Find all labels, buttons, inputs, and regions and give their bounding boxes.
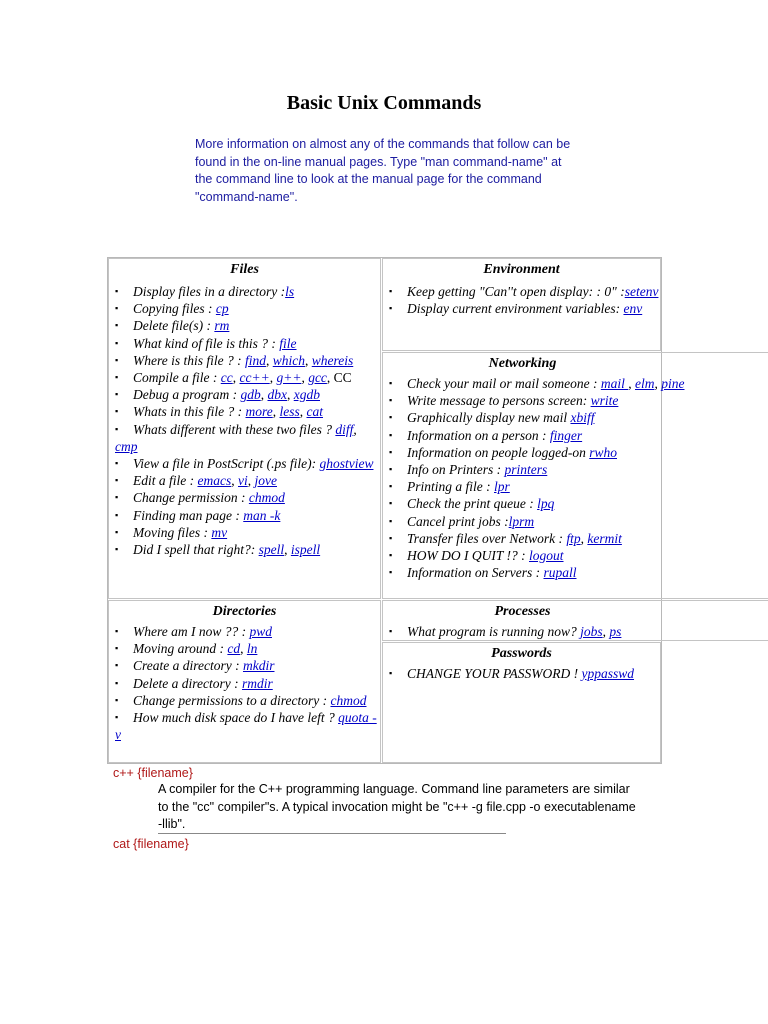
list-item: ▪ Transfer files over Network : ftp, kermit xyxy=(389,530,622,546)
item-label: Moving around : xyxy=(133,641,228,657)
item-label: Moving files : xyxy=(133,524,212,540)
list-item: ▪ Whats different with these two files ? diff, cmp xyxy=(115,421,357,454)
networking-header: Networking xyxy=(488,356,557,371)
bullet-icon: ▪ xyxy=(389,412,393,423)
item-label: Information on a person : xyxy=(407,427,550,443)
item-label: Delete a directory : xyxy=(133,675,242,691)
directories-list xyxy=(109,623,380,743)
bullet-icon: ▪ xyxy=(115,712,119,723)
list-item: ▪ Debug a program : gdb, dbx, xgdb xyxy=(115,387,320,403)
command-link[interactable]: mkdir xyxy=(242,658,275,674)
command-link[interactable]: xbiff xyxy=(570,410,595,426)
directories-cell xyxy=(108,600,381,763)
list-item xyxy=(383,513,768,530)
bullet-icon: ▪ xyxy=(389,429,393,440)
item-label: Graphically display new mail xyxy=(407,410,571,426)
bullet-icon: ▪ xyxy=(389,481,393,492)
command-link[interactable]: emacs xyxy=(197,473,232,489)
command-link[interactable]: spell xyxy=(258,542,285,558)
list-item xyxy=(383,564,768,581)
bullet-icon: ▪ xyxy=(115,320,119,331)
item-label: Write message to persons screen: xyxy=(407,393,591,409)
bullet-icon: ▪ xyxy=(389,498,393,509)
item-label: Compile a file : xyxy=(133,370,221,386)
passwords-cell xyxy=(382,642,661,763)
command-link[interactable]: chmod xyxy=(330,692,367,708)
command-link[interactable]: pwd xyxy=(249,624,272,639)
command-link[interactable]: lpr xyxy=(494,479,510,495)
list-item xyxy=(109,300,380,317)
list-item: ▪ Check your mail or mail someone : mail , elm, pine xyxy=(389,376,685,391)
command-link[interactable]: cc++ xyxy=(239,370,270,386)
command-link[interactable]: lprm xyxy=(508,513,535,529)
item-label: Info on Printers : xyxy=(407,462,505,478)
list-item xyxy=(383,283,660,300)
list-item: ▪ Edit a file : emacs, vi, jove xyxy=(115,473,277,489)
passwords-header: Passwords xyxy=(491,646,552,661)
command-link[interactable]: cc xyxy=(220,370,233,386)
bullet-icon: ▪ xyxy=(115,389,119,400)
list-item xyxy=(383,392,768,409)
list-item: ▪ Where is this file ? : find, which, whereis xyxy=(115,352,354,368)
list-item xyxy=(109,524,380,541)
bullet-icon: ▪ xyxy=(389,286,393,296)
bullet-icon: ▪ xyxy=(115,458,119,469)
bullet-icon: ▪ xyxy=(115,372,119,383)
bullet-icon: ▪ xyxy=(389,532,393,543)
bullet-icon: ▪ xyxy=(115,337,119,348)
command-link[interactable]: vi xyxy=(238,473,248,489)
list-item xyxy=(109,489,380,506)
files-list xyxy=(109,283,380,558)
item-label: Information on Servers : xyxy=(407,565,544,581)
bullet-icon: ▪ xyxy=(389,378,393,388)
list-item xyxy=(109,657,380,674)
item-label: Check your mail or mail someone : xyxy=(407,376,601,391)
command-link[interactable]: file xyxy=(279,335,297,351)
item-label: Whats different with these two files ? xyxy=(133,421,336,437)
item-label: Cancel print jobs : xyxy=(407,513,509,529)
passwords-list xyxy=(383,665,660,682)
list-item xyxy=(109,623,380,640)
list-item: ▪ What program is running now? jobs, ps xyxy=(389,624,622,639)
command-link[interactable]: jobs xyxy=(580,624,603,639)
list-item xyxy=(383,444,768,461)
command-link[interactable]: ls xyxy=(285,284,295,299)
list-item: ▪ Did I spell that right?: spell, ispell xyxy=(115,542,321,558)
list-item: ▪ Moving around : cd, ln xyxy=(115,641,258,657)
bullet-icon: ▪ xyxy=(389,668,393,678)
bullet-icon: ▪ xyxy=(115,354,119,365)
command-link[interactable]: setenv xyxy=(624,284,659,299)
item-label: Edit a file : xyxy=(133,473,198,489)
processes-list xyxy=(383,623,768,640)
command-link[interactable]: ps xyxy=(609,624,622,639)
item-label: Whats in this file ? : xyxy=(133,404,246,420)
command-link[interactable]: g++ xyxy=(276,370,302,386)
item-label: What kind of file is this ? : xyxy=(133,335,280,351)
list-item xyxy=(109,709,380,743)
definition-text: A compiler for the C++ programming language. Command line parameters are similar to the "cc" compiler"s. A typical invocation might be "c++ -g file.cpp -o executablename -llib". xyxy=(158,782,636,831)
list-item xyxy=(383,427,768,444)
item-label: HOW DO I QUIT !? : xyxy=(407,548,529,564)
item-label: View a file in PostScript (.ps file): xyxy=(133,456,320,472)
item-label: Where am I now ?? : xyxy=(133,624,250,639)
list-item: ▪ Compile a file : cc, cc++, g++, gcc, CC xyxy=(115,370,352,386)
command-link[interactable]: elm xyxy=(634,376,655,391)
list-item xyxy=(109,335,380,352)
item-label: CHANGE YOUR PASSWORD ! xyxy=(407,666,582,681)
networking-list xyxy=(383,375,768,581)
list-item xyxy=(109,507,380,524)
bullet-icon: ▪ xyxy=(115,303,119,314)
bullet-icon: ▪ xyxy=(115,526,119,537)
command-link[interactable]: chmod xyxy=(248,490,285,506)
list-item xyxy=(109,455,380,472)
definition-term: cat {filename} xyxy=(113,837,189,851)
bullet-icon: ▪ xyxy=(389,446,393,457)
command-link[interactable]: rupall xyxy=(543,565,577,581)
list-item xyxy=(383,461,768,478)
environment-header: Environment xyxy=(483,262,560,277)
item-label: Where is this file ? : xyxy=(133,352,245,368)
command-link[interactable]: dbx xyxy=(267,387,287,403)
item-label: Create a directory : xyxy=(133,658,243,674)
command-link[interactable]: rm xyxy=(214,318,230,334)
item-label: Keep getting "Can''t open display: : 0" : xyxy=(407,284,625,299)
processes-header: Processes xyxy=(494,604,551,619)
definition-cat xyxy=(113,837,643,851)
command-link[interactable]: write xyxy=(590,393,619,409)
item-label: How much disk space do I have left ? xyxy=(133,710,339,726)
list-item: ▪ Whats in this file ? : more, less, cat xyxy=(115,404,323,420)
bullet-icon: ▪ xyxy=(389,515,393,526)
command-link[interactable]: xgdb xyxy=(293,387,320,403)
command-link[interactable]: gcc xyxy=(308,370,327,386)
command-link[interactable]: finger xyxy=(549,427,583,443)
item-label: Transfer files over Network : xyxy=(407,530,567,546)
command-link[interactable]: find xyxy=(244,352,266,368)
command-link[interactable]: jove xyxy=(254,473,277,489)
intro-paragraph: More information on almost any of the commands that follow can be found in the on-line manual pages. Type "man command-name" at the command line to look at the manual page for the command "command-name". xyxy=(195,137,571,204)
files-cell xyxy=(108,258,381,599)
definition-c++ xyxy=(113,766,643,834)
command-link[interactable]: cp xyxy=(215,301,229,317)
command-link[interactable]: diff xyxy=(335,421,354,437)
bullet-icon: ▪ xyxy=(115,677,119,688)
bullet-icon: ▪ xyxy=(115,694,119,705)
command-link[interactable]: yppasswd xyxy=(581,666,635,681)
command-link[interactable]: cmp xyxy=(115,438,138,454)
command-link[interactable]: mv xyxy=(211,524,228,540)
command-link[interactable]: whereis xyxy=(311,352,354,368)
list-item xyxy=(383,665,660,682)
command-link[interactable]: env xyxy=(623,301,643,317)
item-label: Printing a file : xyxy=(407,479,494,495)
bullet-icon: ▪ xyxy=(115,626,119,636)
definition-term: c++ {filename} xyxy=(113,766,193,780)
item-label: Copying files : xyxy=(133,301,216,317)
list-item xyxy=(109,283,380,300)
list-item xyxy=(383,409,768,426)
item-label: Display current environment variables: xyxy=(407,301,624,317)
item-label: Display files in a directory : xyxy=(133,284,286,299)
command-link[interactable]: less xyxy=(279,404,300,420)
list-item xyxy=(383,300,660,317)
files-header: Files xyxy=(230,262,259,277)
bullet-icon: ▪ xyxy=(115,509,119,520)
bullet-icon: ▪ xyxy=(115,660,119,671)
processes-cell xyxy=(382,600,768,641)
environment-cell xyxy=(382,258,661,351)
list-item xyxy=(109,675,380,692)
separator-line xyxy=(158,833,506,834)
command-link[interactable]: which xyxy=(272,352,305,368)
command-link[interactable]: pine xyxy=(661,376,685,391)
command-link[interactable]: cd xyxy=(227,641,241,657)
command-link[interactable]: ghostview xyxy=(319,456,374,472)
item-label: What program is running now? xyxy=(407,624,581,639)
item-label: Finding man page : xyxy=(133,507,244,523)
list-item xyxy=(383,547,768,564)
command-link[interactable]: logout xyxy=(529,548,564,564)
bullet-icon: ▪ xyxy=(115,423,119,434)
command-link[interactable]: gdb xyxy=(240,387,261,403)
command-link[interactable]: rwho xyxy=(589,444,617,460)
bullet-icon: ▪ xyxy=(389,550,393,561)
command-link[interactable]: mail xyxy=(600,376,629,391)
command-link[interactable]: lpq xyxy=(537,496,555,512)
bullet-icon: ▪ xyxy=(389,464,393,475)
bullet-icon: ▪ xyxy=(115,643,119,654)
bullet-icon: ▪ xyxy=(389,567,393,578)
list-item xyxy=(383,478,768,495)
bullet-icon: ▪ xyxy=(115,406,119,417)
item-label: Delete file(s) : xyxy=(133,318,215,334)
item-label: Check the print queue : xyxy=(407,496,538,512)
command-link[interactable]: more xyxy=(245,404,273,420)
item-label: Change permissions to a directory : xyxy=(133,692,331,708)
command-link[interactable]: cat xyxy=(306,404,323,420)
bullet-icon: ▪ xyxy=(389,303,393,314)
command-link[interactable]: quota -v xyxy=(115,710,377,743)
command-link[interactable]: ftp xyxy=(566,530,581,546)
item-label: Change permission : xyxy=(133,490,249,506)
page-title: Basic Unix Commands xyxy=(286,92,482,114)
environment-list xyxy=(383,283,660,317)
bullet-icon: ▪ xyxy=(115,492,119,503)
bullet-icon: ▪ xyxy=(115,286,119,296)
command-link[interactable]: ln xyxy=(246,641,258,657)
bullet-icon: ▪ xyxy=(115,475,119,486)
directories-header: Directories xyxy=(212,604,277,619)
item-label: Debug a program : xyxy=(133,387,241,403)
item-label: Information on people logged-on xyxy=(407,444,590,460)
bullet-icon: ▪ xyxy=(389,395,393,406)
bullet-icon: ▪ xyxy=(115,544,119,555)
command-link[interactable]: rmdir xyxy=(241,675,273,691)
item-label: Did I spell that right?: xyxy=(133,542,259,558)
command-link[interactable]: kermit xyxy=(587,530,622,546)
command-link[interactable]: printers xyxy=(504,462,548,478)
list-item xyxy=(109,692,380,709)
list-item xyxy=(383,495,768,512)
networking-cell xyxy=(382,352,768,599)
command-link[interactable]: ispell xyxy=(290,542,321,558)
item-suffix: , CC xyxy=(326,370,352,386)
command-link[interactable]: man -k xyxy=(243,507,281,523)
bullet-icon: ▪ xyxy=(389,626,393,636)
list-item xyxy=(109,317,380,334)
